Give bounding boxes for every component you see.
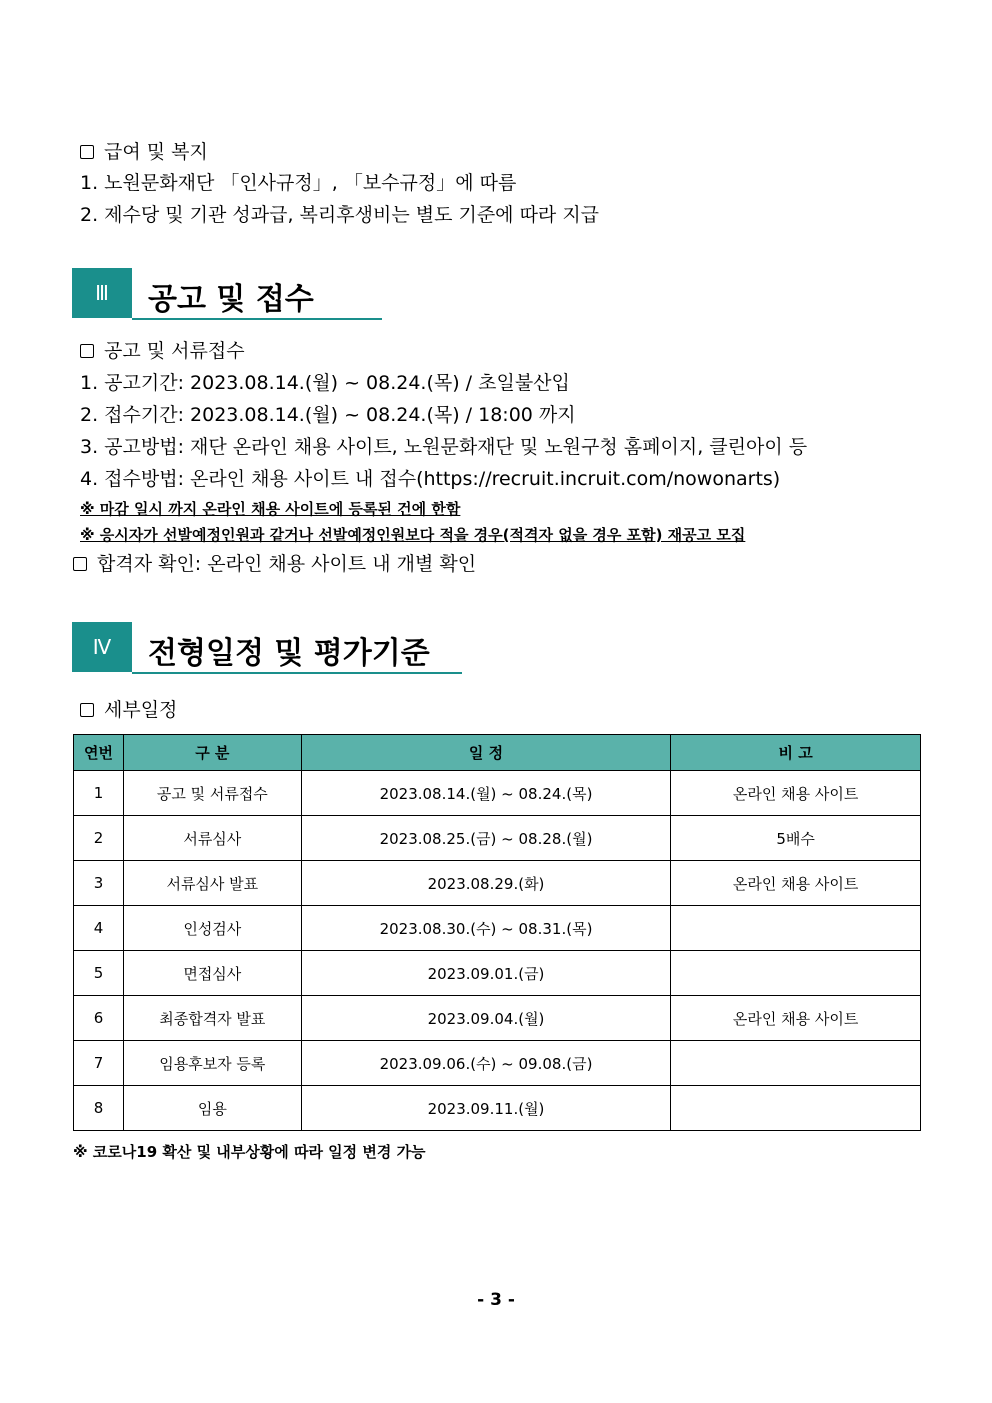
- section-3-underline: [132, 318, 382, 320]
- notice-item-1: 1. 공고기간: 2023.08.14.(월) ~ 08.24.(목) / 초일불산입: [80, 372, 570, 394]
- col-header-number: 연번: [74, 735, 124, 771]
- schedule-table: [73, 734, 921, 1131]
- notice-heading: 공고 및 서류접수: [80, 339, 245, 363]
- cell-category: 면접심사: [123, 951, 301, 996]
- cell-category: 임용: [123, 1086, 301, 1131]
- cell-schedule: 2023.08.25.(금) ~ 08.28.(월): [301, 816, 671, 861]
- section-3-number: Ⅲ: [72, 268, 132, 318]
- welfare-heading: 급여 및 복지: [80, 140, 208, 164]
- cell-number: 3: [74, 861, 124, 906]
- checkbox-icon: [73, 557, 87, 571]
- welfare-item-1: 1. 노원문화재단 「인사규정」, 「보수규정」에 따름: [80, 172, 517, 194]
- section-4-title: [72, 622, 462, 672]
- cell-remarks: [671, 906, 921, 951]
- cell-remarks: [671, 1041, 921, 1086]
- table-row: [74, 906, 921, 951]
- col-header-remarks: 비 고: [671, 735, 921, 771]
- page-number: - 3 -: [477, 1290, 515, 1310]
- cell-schedule: 2023.08.14.(월) ~ 08.24.(목): [301, 771, 671, 816]
- cell-remarks: 온라인 채용 사이트: [671, 771, 921, 816]
- schedule-footnote: ※ 코로나19 확산 및 내부상황에 따라 일정 변경 가능: [73, 1143, 426, 1161]
- section-3-title: [72, 268, 382, 318]
- cell-schedule: 2023.09.06.(수) ~ 09.08.(금): [301, 1041, 671, 1086]
- table-row: [74, 816, 921, 861]
- col-header-category: 구 분: [123, 735, 301, 771]
- cell-number: 8: [74, 1086, 124, 1131]
- checkbox-icon: [80, 703, 94, 717]
- checkbox-icon: [80, 145, 94, 159]
- section-4-underline: [132, 672, 462, 674]
- cell-remarks: 5배수: [671, 816, 921, 861]
- col-header-schedule: 일 정: [301, 735, 671, 771]
- cell-schedule: 2023.09.01.(금): [301, 951, 671, 996]
- result-heading: 합격자 확인: 온라인 채용 사이트 내 개별 확인: [73, 552, 476, 576]
- cell-schedule: 2023.09.04.(월): [301, 996, 671, 1041]
- cell-category: 서류심사: [123, 816, 301, 861]
- schedule-heading: 세부일정: [80, 698, 177, 722]
- cell-category: 최종합격자 발표: [123, 996, 301, 1041]
- cell-remarks: 온라인 채용 사이트: [671, 861, 921, 906]
- cell-category: 인성검사: [123, 906, 301, 951]
- cell-number: 5: [74, 951, 124, 996]
- cell-category: 서류심사 발표: [123, 861, 301, 906]
- notice-note-2: ※ 응시자가 선발예정인원과 같거나 선발예정인원보다 적을 경우(적격자 없을 경우 포함) 재공고 모집: [80, 526, 746, 544]
- cell-schedule: 2023.09.11.(월): [301, 1086, 671, 1131]
- notice-item-4: 4. 접수방법: 온라인 채용 사이트 내 접수(https://recruit.incruit.com/nowonarts): [80, 468, 781, 490]
- table-row: [74, 1041, 921, 1086]
- cell-number: 4: [74, 906, 124, 951]
- cell-category: 공고 및 서류접수: [123, 771, 301, 816]
- table-row: [74, 996, 921, 1041]
- checkbox-icon: [80, 344, 94, 358]
- table-header-row: [74, 735, 921, 771]
- notice-note-1: ※ 마감 일시 까지 온라인 채용 사이트에 등록된 건에 한함: [80, 500, 461, 518]
- cell-remarks: [671, 951, 921, 996]
- cell-category: 임용후보자 등록: [123, 1041, 301, 1086]
- table-row: [74, 951, 921, 996]
- cell-number: 1: [74, 771, 124, 816]
- cell-remarks: [671, 1086, 921, 1131]
- section-3-heading-text: 공고 및 접수: [148, 282, 314, 317]
- cell-number: 7: [74, 1041, 124, 1086]
- table-row: [74, 1086, 921, 1131]
- welfare-item-2: 2. 제수당 및 기관 성과급, 복리후생비는 별도 기준에 따라 지급: [80, 204, 600, 226]
- cell-number: 2: [74, 816, 124, 861]
- cell-remarks: 온라인 채용 사이트: [671, 996, 921, 1041]
- section-4-number: Ⅳ: [72, 622, 132, 672]
- notice-item-3: 3. 공고방법: 재단 온라인 채용 사이트, 노원문화재단 및 노원구청 홈페이지, 클린아이 등: [80, 436, 808, 458]
- table-row: [74, 861, 921, 906]
- cell-schedule: 2023.08.29.(화): [301, 861, 671, 906]
- cell-schedule: 2023.08.30.(수) ~ 08.31.(목): [301, 906, 671, 951]
- section-4-heading-text: 전형일정 및 평가기준: [148, 636, 430, 671]
- table-row: [74, 771, 921, 816]
- notice-item-2: 2. 접수기간: 2023.08.14.(월) ~ 08.24.(목) / 18:00 까지: [80, 404, 576, 426]
- cell-number: 6: [74, 996, 124, 1041]
